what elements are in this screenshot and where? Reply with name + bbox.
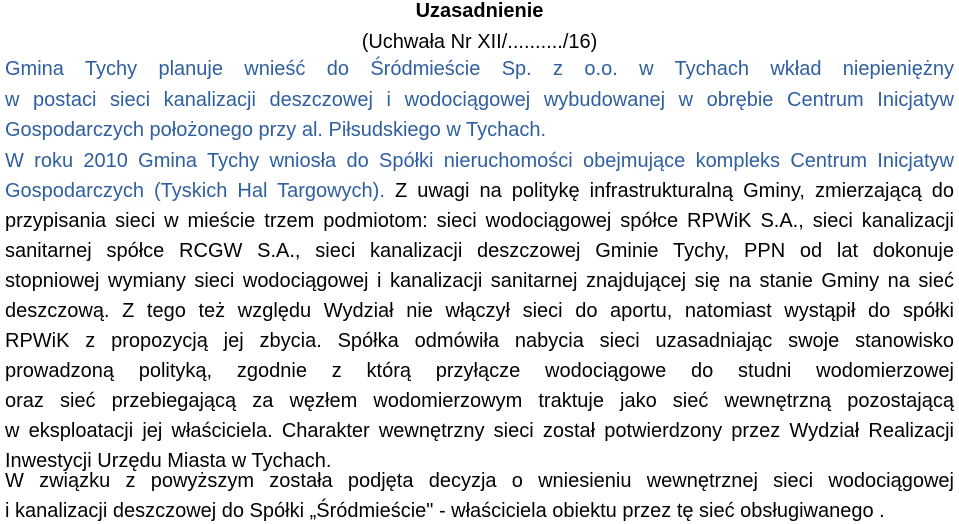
- text-line: [5, 268, 954, 294]
- text-line: [5, 148, 954, 174]
- text-line: [5, 208, 954, 234]
- text-line: [5, 328, 954, 354]
- text-segment: W związku z powyższym została podjęta decyzja o wniesieniu wewnętrznej sieci wodociągowej: [5, 470, 954, 492]
- document-title: Uzasadnienie: [415, 0, 544, 22]
- text-line: [5, 468, 954, 494]
- text-segment: Inwestycji Urzędu Miasta w Tychach.: [5, 450, 332, 472]
- text-segment: przypisania sieci w mieście trzem podmiotom: sieci wodociągowej spółce RPWiK S.A., sieci kanalizacji: [5, 210, 954, 232]
- text-segment: stopniowej wymiany sieci wodociągowej i kanalizacji sanitarnej znajdującej się na stanie Gminy na sieć: [5, 270, 954, 292]
- text-line: [5, 388, 954, 414]
- text-line: [5, 117, 954, 143]
- text-line: [5, 87, 954, 113]
- text-line: [5, 498, 954, 524]
- text-line: [5, 418, 954, 444]
- text-segment: Z uwagi na politykę infrastrukturalną Gminy, zmierzającą do: [384, 180, 954, 202]
- text-line: [5, 358, 954, 384]
- text-segment: oraz sieć przebiegającą za węzłem wodomierzowym traktuje jako sieć wewnętrzną pozostającą: [5, 390, 954, 412]
- text-segment: sanitarnej spółce RCGW S.A., sieci kanalizacji deszczowej Gminie Tychy, PPN od lat dokonuje: [5, 240, 954, 262]
- text-line: [5, 178, 954, 204]
- text-line: [5, 56, 954, 82]
- resolution-reference: (Uchwała Nr XII/........../16): [361, 31, 598, 53]
- text-segment: deszczową. Z tego też względu Wydział nie włączył sieci do aportu, natomiast wystąpił do spółki: [5, 300, 954, 322]
- text-segment: w postaci sieci kanalizacji deszczowej i wodociągowej wybudowanej w obrębie Centrum Inicjatyw: [5, 89, 954, 111]
- text-line: [5, 298, 954, 324]
- text-segment: RPWiK z propozycją jej zbycia. Spółka odmówiła nabycia sieci uzasadniając swoje stanowisko: [5, 330, 954, 352]
- text-segment: i kanalizacji deszczowej do Spółki „Śródmieście" - właściciela obiektu przez tę sieć obsługiwanego .: [5, 500, 885, 522]
- text-segment: Gospodarczych (Tyskich Hal Targowych).: [5, 180, 385, 202]
- text-segment: prowadzoną polityką, zgodnie z którą przyłącze wodociągowe do studni wodomierzowej: [5, 360, 954, 382]
- text-segment: w Tychach wkład niepieniężny: [617, 58, 954, 80]
- text-segment: Gospodarczych położonego przy al. Piłsudskiego w Tychach.: [5, 119, 547, 141]
- text-segment: Gmina Tychy planuje wnieść do Śródmieście Sp. z o.o.: [5, 58, 618, 80]
- text-segment: W roku 2010 Gmina Tychy wniosła do Spółki nieruchomości obejmujące kompleks Centrum Inicjatyw: [5, 150, 954, 172]
- text-segment: w eksploatacji jej właściciela. Charakter wewnętrzny sieci został potwierdzony przez Wydział Realizacji: [5, 420, 954, 442]
- text-line: [5, 238, 954, 264]
